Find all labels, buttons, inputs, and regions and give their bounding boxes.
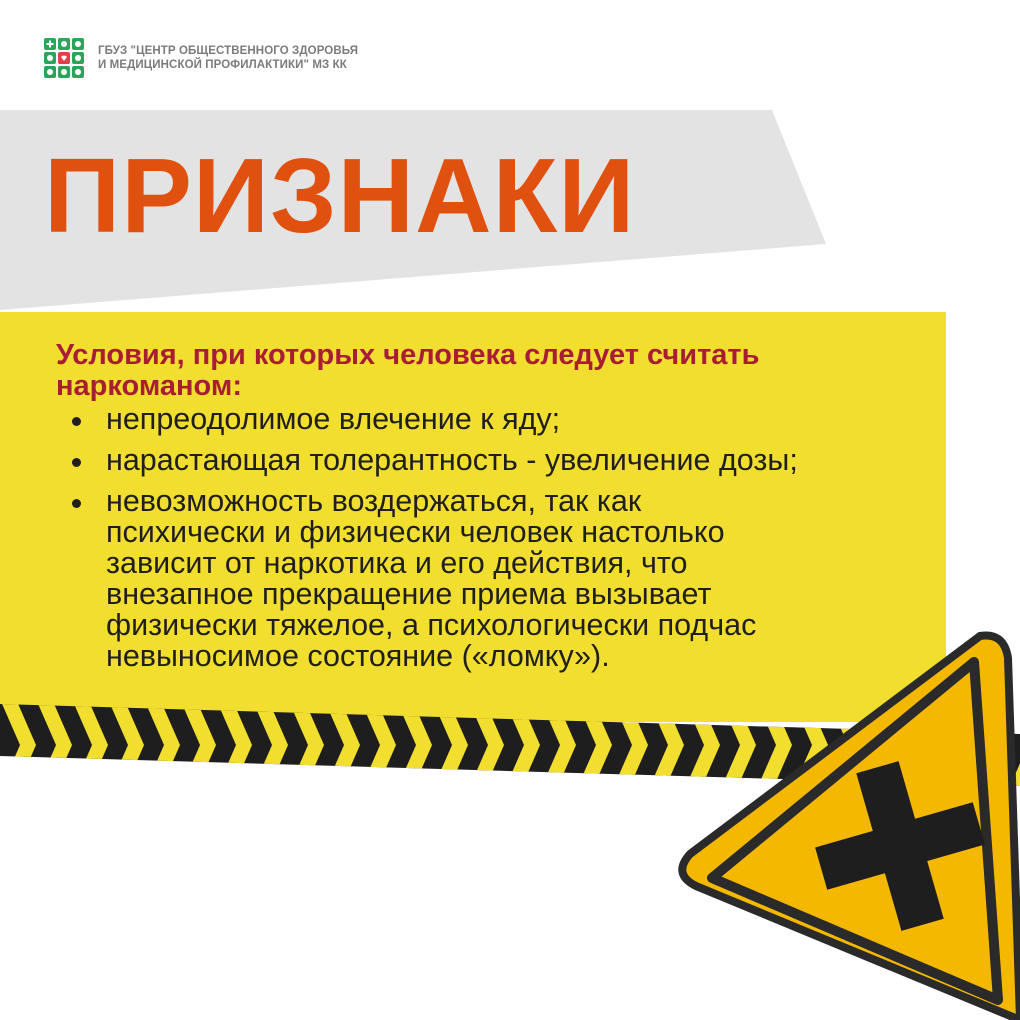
organization-name bbox=[98, 44, 358, 72]
list-item-text: внезапное прекращение приема вызывает bbox=[106, 577, 712, 611]
list-item-text: психически и физически человек настолько bbox=[106, 515, 725, 549]
bullet-icon bbox=[72, 417, 81, 426]
organization-name-line: И МЕДИЦИНСКОЙ ПРОФИЛАКТИКИ" МЗ КК bbox=[98, 59, 347, 71]
list-item-text: нарастающая толерантность - увеличение дозы; bbox=[106, 443, 798, 477]
list-item-text: невыносимое состояние («ломку»). bbox=[106, 639, 610, 673]
health-center-logo-icon bbox=[42, 36, 86, 80]
list-item-text: зависит от наркотика и его действия, что bbox=[106, 546, 688, 580]
list-item-text: невозможность воздержаться, так как bbox=[106, 484, 642, 518]
subtitle-line: наркоманом: bbox=[56, 370, 242, 402]
conditions-subtitle bbox=[56, 340, 916, 402]
subtitle-line: Условия, при которых человека следует считать bbox=[56, 339, 760, 371]
bullet-icon bbox=[72, 499, 81, 508]
list-item-text: непреодолимое влечение к яду; bbox=[106, 402, 561, 436]
organization-name-line: ГБУЗ "ЦЕНТР ОБЩЕСТВЕННОГО ЗДОРОВЬЯ bbox=[98, 45, 359, 57]
page-title: ПРИЗНАКИ bbox=[44, 137, 636, 255]
list-item bbox=[72, 445, 912, 476]
crossroads-warning-sign-icon bbox=[668, 628, 1020, 1020]
list-item-text: физически тяжелое, а психологически подчас bbox=[106, 608, 757, 642]
bullet-icon bbox=[72, 458, 81, 467]
list-item bbox=[72, 404, 912, 435]
